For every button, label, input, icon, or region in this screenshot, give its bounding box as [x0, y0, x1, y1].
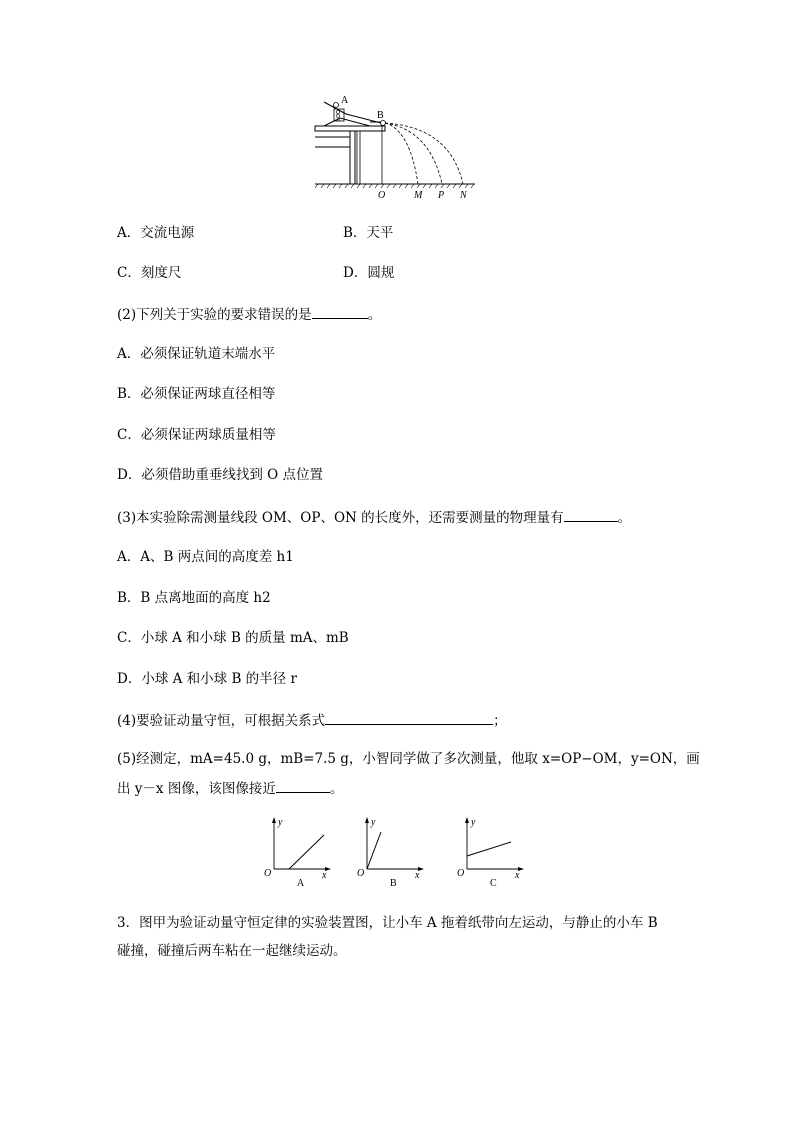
graph-b-x-label: x	[415, 870, 420, 881]
graph-a	[262, 814, 342, 890]
problem-3-line-2: 碰撞，碰撞后两车粘在一起继续运动。	[117, 943, 347, 959]
q3-option-c: C．小球 A 和小球 B 的质量 mA、mB	[117, 630, 349, 646]
q2-stem: (2)下列关于实验的要求错误的是 。	[117, 304, 381, 324]
q1-option-b: B．天平	[343, 225, 394, 241]
q2-option-c: C．必须保证两球质量相等	[117, 427, 276, 443]
q4-stem: (4)要验证动量守恒，可根据关系式 ；	[117, 710, 507, 730]
q1-option-row-1	[117, 224, 194, 242]
graph-c-y-label: y	[471, 817, 476, 828]
graph-b-origin: O	[357, 868, 365, 879]
q2-answer-blank[interactable]	[312, 304, 368, 319]
ground-label-o: O	[378, 190, 386, 201]
q3-answer-blank[interactable]	[564, 507, 618, 522]
ground-label-n: N	[460, 190, 467, 201]
q3-stem: (3)本实验除需测量线段 OM、OP、ON 的长度外，还需要测量的物理量有 。	[117, 507, 631, 527]
q1-option-a: A．交流电源	[117, 225, 195, 241]
apparatus-figure	[310, 92, 490, 202]
label-b: B	[377, 110, 384, 121]
graph-c	[455, 814, 535, 890]
q2-option-d: D．必须借助重垂线找到 O 点位置	[117, 467, 323, 483]
q1-option-d: D．圆规	[343, 265, 395, 281]
graph-b	[355, 814, 435, 890]
q2-option-a: A．必须保证轨道末端水平	[117, 346, 276, 362]
problem-3-line-1: 3．图甲为验证动量守恒定律的实验装置图，让小车 A 拖着纸带向左运动，与静止的小车 B	[117, 915, 658, 931]
graph-a-label: A	[297, 878, 305, 889]
q3-option-d: D．小球 A 和小球 B 的半径 r	[117, 671, 297, 687]
graph-c-label: C	[490, 878, 497, 889]
graph-a-y-label: y	[278, 817, 283, 828]
graph-a-origin: O	[264, 868, 272, 879]
q4-answer-blank[interactable]	[325, 710, 493, 725]
graph-a-x-label: x	[322, 870, 327, 881]
ground-label-m: M	[414, 190, 423, 201]
graph-c-origin: O	[457, 868, 465, 879]
q2-option-b: B．必须保证两球直径相等	[117, 386, 276, 402]
q5-line-1: (5)经测定，mA=45.0 g，mB=7.5 g，小智同学做了多次测量，他取 x=OP−OM，y=ON，画	[117, 751, 700, 767]
q5-line-2: 出 y－x 图像，该图像接近 。	[117, 778, 343, 798]
graph-b-label: B	[390, 878, 397, 889]
q1-option-c: C．刻度尺	[117, 265, 182, 281]
q3-option-b: B．B 点离地面的高度 h2	[117, 590, 271, 606]
graph-c-x-label: x	[515, 870, 520, 881]
q5-answer-blank[interactable]	[276, 778, 330, 793]
label-a: A	[341, 95, 349, 106]
q3-option-a: A．A、B 两点间的高度差 h1	[117, 549, 294, 565]
ground-label-p: P	[438, 190, 445, 201]
graph-b-y-label: y	[371, 817, 376, 828]
